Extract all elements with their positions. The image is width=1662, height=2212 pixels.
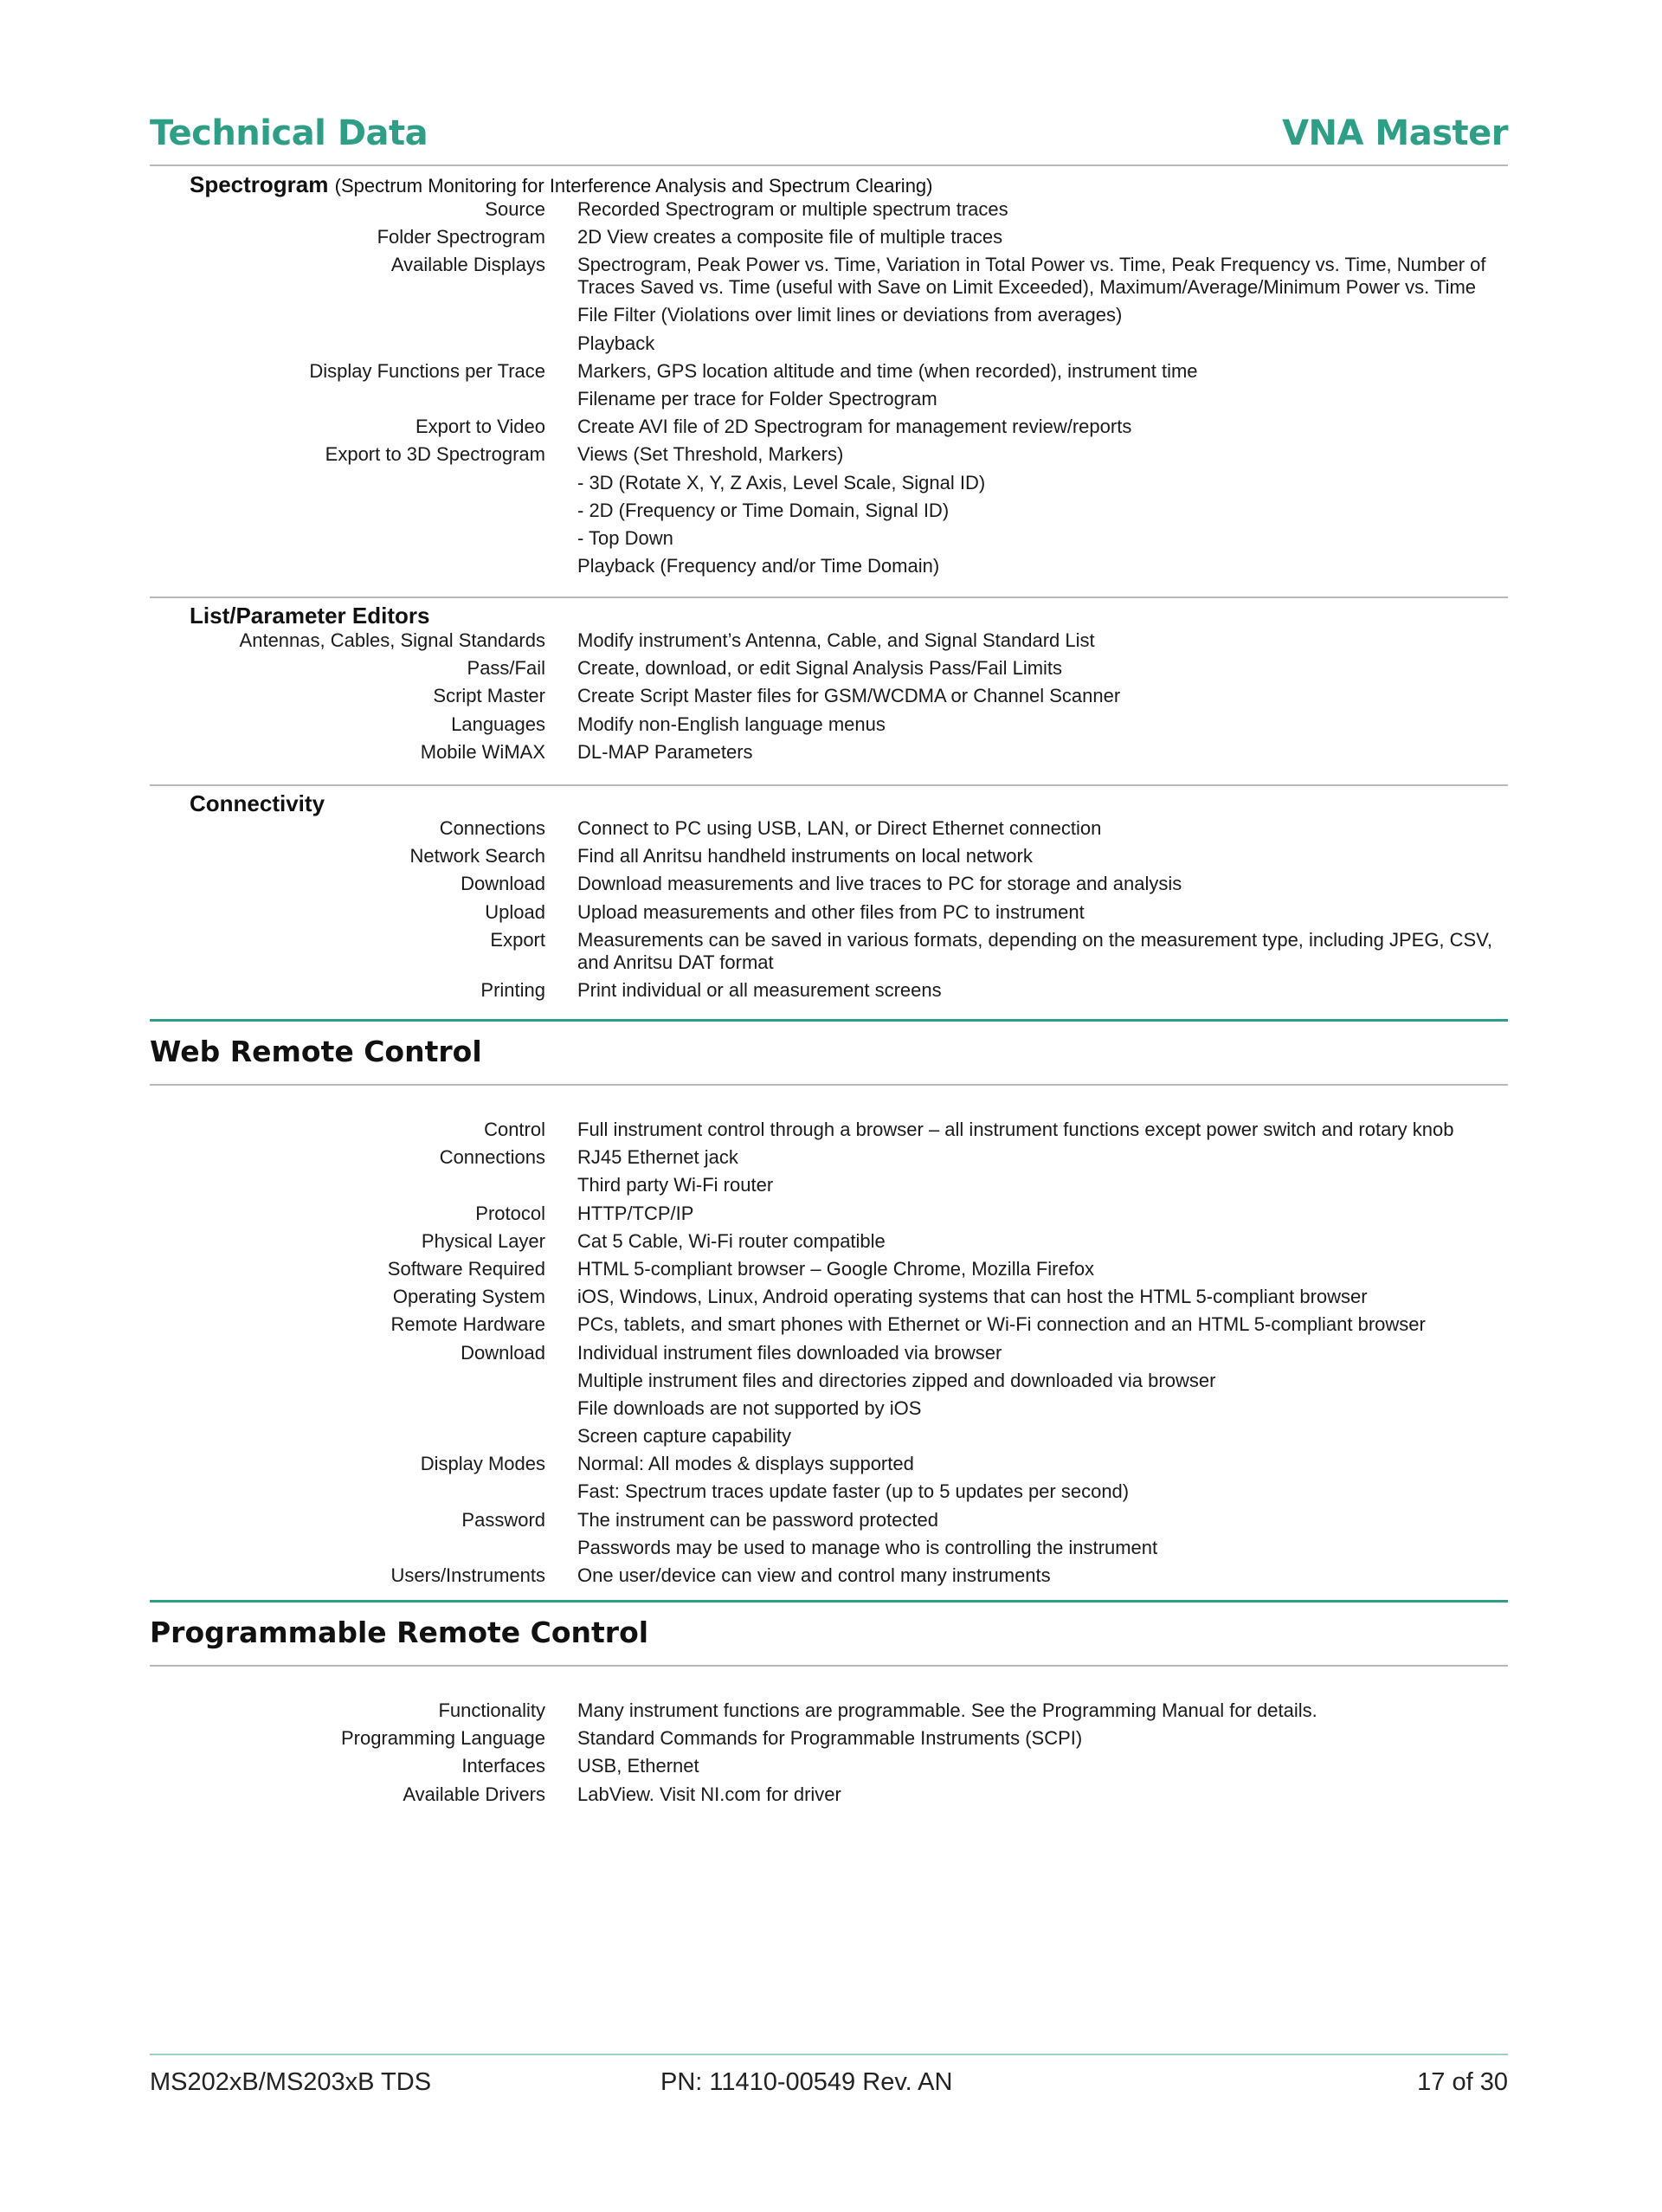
- spec-label: Source: [485, 198, 545, 220]
- list-editors-spec-table: [150, 629, 1508, 769]
- spec-row: [150, 1453, 1508, 1508]
- spec-row: [150, 1564, 1508, 1592]
- spec-value: The instrument can be password protected: [577, 1508, 939, 1531]
- spec-values: [577, 1342, 1508, 1454]
- spec-values: [577, 1727, 1508, 1755]
- programmable-remote-title: Programmable Remote Control: [150, 1615, 649, 1649]
- spec-row: [150, 443, 1508, 583]
- document-id: MS202xB/MS203xB TDS: [150, 2068, 432, 2096]
- spec-row: [150, 226, 1508, 254]
- spec-value: Connect to PC using USB, LAN, or Direct Ethernet connection: [577, 817, 1102, 839]
- spec-label: Connections: [439, 817, 545, 839]
- spec-row: [150, 1146, 1508, 1202]
- page-number: 17 of 30: [1417, 2068, 1508, 2096]
- spec-label: Antennas, Cables, Signal Standards: [239, 629, 545, 651]
- spec-value: - 2D (Frequency or Time Domain, Signal ID): [577, 499, 950, 521]
- spec-value: Individual instrument files downloaded via browser: [577, 1341, 1002, 1364]
- spec-value: Modify instrument’s Antenna, Cable, and Signal Standard List: [577, 629, 1095, 651]
- spec-label: Folder Spectrogram: [377, 226, 545, 248]
- spec-value: LabView. Visit NI.com for driver: [577, 1783, 841, 1805]
- spec-value: Fast: Spectrum traces update faster (up to 5 updates per second): [577, 1480, 1130, 1503]
- spec-row: [150, 741, 1508, 769]
- spec-values: [577, 685, 1508, 713]
- connectivity-section: [150, 790, 1508, 1007]
- spec-value: iOS, Windows, Linux, Android operating systems that can host the HTML 5-compliant browser: [577, 1286, 1368, 1308]
- spec-row: [150, 416, 1508, 443]
- connectivity-title: Connectivity: [190, 790, 325, 816]
- spec-row: [150, 198, 1508, 226]
- spectrogram-section: [150, 171, 1508, 583]
- spec-row: [150, 817, 1508, 845]
- spec-values: [577, 1230, 1508, 1258]
- spec-values: [577, 416, 1508, 443]
- spec-value: Markers, GPS location altitude and time (when recorded), instrument time: [577, 359, 1198, 382]
- spec-values: [577, 929, 1508, 979]
- spec-label: Network Search: [409, 845, 545, 867]
- spec-row: [150, 713, 1508, 741]
- spec-label: Operating System: [392, 1286, 545, 1308]
- spec-row: [150, 1783, 1508, 1811]
- spec-row: [150, 1342, 1508, 1454]
- spec-label: Display Functions per Trace: [309, 359, 545, 382]
- spec-row: [150, 979, 1508, 1007]
- spec-value: Create AVI file of 2D Spectrogram for management review/reports: [577, 416, 1132, 438]
- spec-label: Available Drivers: [403, 1783, 545, 1805]
- spec-label: Remote Hardware: [390, 1313, 545, 1336]
- spec-values: [577, 873, 1508, 900]
- spec-label: Users/Instruments: [390, 1564, 545, 1586]
- spec-value: Modify non-English language menus: [577, 713, 886, 735]
- web-remote-section: [150, 1119, 1508, 1592]
- spec-value: HTML 5-compliant browser – Google Chrome, Mozilla Firefox: [577, 1257, 1095, 1280]
- spec-value: Recorded Spectrogram or multiple spectrum traces: [577, 198, 1008, 220]
- spec-row: [150, 1313, 1508, 1341]
- spec-values: [577, 1146, 1508, 1202]
- spec-row: [150, 873, 1508, 900]
- spec-value: Download measurements and live traces to PC for storage and analysis: [577, 873, 1182, 895]
- spec-label: Programming Language: [340, 1727, 545, 1750]
- spec-values: [577, 817, 1508, 845]
- spec-values: [577, 629, 1508, 657]
- section-divider: [150, 1084, 1508, 1086]
- spec-value: One user/device can view and control many instruments: [577, 1564, 1051, 1586]
- spec-label: Control: [484, 1119, 545, 1140]
- spec-label: Protocol: [475, 1202, 545, 1224]
- spec-values: [577, 1564, 1508, 1592]
- spec-label: Script Master: [433, 685, 545, 707]
- spec-label: Pass/Fail: [467, 657, 545, 680]
- spec-value: - Top Down: [577, 526, 673, 549]
- spec-value: Full instrument control through a browser – all instrument functions except power switch and rotary knob: [577, 1119, 1454, 1140]
- spec-label: Software Required: [387, 1257, 545, 1280]
- spec-label: Export to 3D Spectrogram: [325, 443, 545, 466]
- spec-value: Cat 5 Cable, Wi-Fi router compatible: [577, 1229, 886, 1252]
- spec-label: Physical Layer: [421, 1229, 545, 1252]
- spec-row: [150, 1727, 1508, 1755]
- spec-values: [577, 845, 1508, 873]
- section-divider: [150, 784, 1508, 786]
- section-divider: [150, 597, 1508, 598]
- spec-values: [577, 1119, 1508, 1146]
- spec-row: [150, 254, 1508, 359]
- spec-row: [150, 929, 1508, 979]
- spec-values: [577, 1509, 1508, 1564]
- spec-value: Normal: All modes & displays supported: [577, 1453, 914, 1475]
- spec-values: [577, 198, 1508, 226]
- spec-values: [577, 1783, 1508, 1811]
- spec-values: [577, 1699, 1508, 1727]
- spec-row: [150, 1509, 1508, 1564]
- spec-values: [577, 226, 1508, 254]
- spec-values: [577, 1258, 1508, 1286]
- spec-label: Mobile WiMAX: [420, 740, 545, 763]
- spectrogram-heading: Spectrogram: [190, 171, 329, 197]
- spec-label: Download: [461, 1341, 545, 1364]
- spec-label: Display Modes: [420, 1453, 545, 1475]
- spec-label: Connections: [439, 1146, 545, 1169]
- spec-row: [150, 1230, 1508, 1258]
- spec-value: Filename per trace for Folder Spectrogram: [577, 387, 937, 410]
- spec-value: 2D View creates a composite file of multiple traces: [577, 226, 1003, 248]
- spec-label: Export to Video: [415, 416, 545, 438]
- spec-value: Multiple instrument files and directories zipped and downloaded via browser: [577, 1369, 1216, 1391]
- spec-row: [150, 1699, 1508, 1727]
- spec-value: File downloads are not supported by iOS: [577, 1396, 922, 1419]
- spec-value: Playback (Frequency and/or Time Domain): [577, 555, 940, 577]
- spec-value: Screen capture capability: [577, 1425, 792, 1448]
- spec-row: [150, 685, 1508, 713]
- spectrogram-note: (Spectrum Monitoring for Interference Analysis and Spectrum Clearing): [334, 175, 933, 197]
- spec-value: PCs, tablets, and smart phones with Ethernet or Wi-Fi connection and an HTML 5-compliant browser: [577, 1313, 1426, 1336]
- spec-label: Functionality: [438, 1699, 545, 1721]
- spec-values: [577, 1453, 1508, 1508]
- spec-label: Export: [490, 928, 545, 951]
- spec-value: RJ45 Ethernet jack: [577, 1146, 738, 1169]
- spec-values: [577, 360, 1508, 416]
- header-divider: [150, 164, 1508, 166]
- spec-row: [150, 1203, 1508, 1230]
- spec-label: Available Displays: [390, 254, 545, 276]
- spec-values: [577, 741, 1508, 769]
- section-divider: [150, 1665, 1508, 1667]
- spectrogram-spec-table: [150, 198, 1508, 583]
- spec-value: Standard Commands for Programmable Instruments (SCPI): [577, 1727, 1083, 1750]
- spec-row: [150, 657, 1508, 685]
- spec-value: Create, download, or edit Signal Analysis Pass/Fail Limits: [577, 657, 1063, 680]
- web-remote-title: Web Remote Control: [150, 1035, 482, 1068]
- part-number: PN: 11410-00549 Rev. AN: [660, 2068, 953, 2096]
- spec-value: Print individual or all measurement screens: [577, 978, 942, 1001]
- spec-value: Find all Anritsu handheld instruments on local network: [577, 845, 1033, 867]
- spec-value: Many instrument functions are programmable. See the Programming Manual for details.: [577, 1699, 1317, 1721]
- spec-values: [577, 713, 1508, 741]
- spec-label: Upload: [485, 900, 545, 923]
- programmable-remote-spec-table: [150, 1699, 1508, 1811]
- spec-label: Download: [461, 873, 545, 895]
- spec-row: [150, 629, 1508, 657]
- page-header: [150, 102, 1508, 164]
- section-divider-teal: [150, 1600, 1508, 1603]
- list-editors-title: List/Parameter Editors: [190, 603, 430, 629]
- spec-label: Printing: [480, 978, 545, 1001]
- spec-row: [150, 1286, 1508, 1313]
- spec-value: Third party Wi-Fi router: [577, 1174, 774, 1196]
- spec-value: Measurements can be saved in various formats, depending on the measurement type, including JPEG, CSV, and Anritsu DAT format: [577, 928, 1492, 973]
- list-editors-section: [150, 602, 1508, 769]
- spec-value: Playback: [577, 332, 655, 354]
- spec-value: File Filter (Violations over limit lines or deviations from averages): [577, 304, 1123, 326]
- connectivity-spec-table: [150, 817, 1508, 1007]
- spec-label: Interfaces: [461, 1755, 545, 1777]
- spec-label: Languages: [451, 713, 545, 735]
- spec-value: Spectrogram, Peak Power vs. Time, Variation in Total Power vs. Time, Peak Frequency vs. Time, Number of Traces Saved vs. Time (useful with Save on Limit Exceeded), Maximum/Average/Minimum Power vs. Time: [577, 254, 1486, 299]
- spectrogram-title: [190, 171, 1508, 198]
- spec-label: Password: [461, 1508, 545, 1531]
- product-name: VNA Master: [1282, 113, 1508, 153]
- spec-row: [150, 901, 1508, 929]
- spec-row: [150, 360, 1508, 416]
- web-remote-spec-table: [150, 1119, 1508, 1592]
- spec-value: DL-MAP Parameters: [577, 740, 753, 763]
- spec-value: Upload measurements and other files from PC to instrument: [577, 900, 1085, 923]
- programmable-remote-section: [150, 1699, 1508, 1811]
- spec-values: [577, 1286, 1508, 1313]
- spec-values: [577, 979, 1508, 1007]
- spec-row: [150, 1755, 1508, 1783]
- spec-row: [150, 845, 1508, 873]
- spec-values: [577, 657, 1508, 685]
- section-divider-teal: [150, 1019, 1508, 1022]
- spec-row: [150, 1119, 1508, 1146]
- footer-divider: [150, 2054, 1508, 2055]
- spec-values: [577, 1755, 1508, 1783]
- spec-values: [577, 1313, 1508, 1341]
- page-footer: [150, 2063, 1508, 2101]
- spec-value: HTTP/TCP/IP: [577, 1202, 694, 1224]
- spec-values: [577, 254, 1508, 359]
- spec-value: USB, Ethernet: [577, 1755, 699, 1777]
- spec-values: [577, 443, 1508, 583]
- page-title: Technical Data: [150, 113, 428, 153]
- spec-value: Passwords may be used to manage who is controlling the instrument: [577, 1536, 1158, 1558]
- spec-value: - 3D (Rotate X, Y, Z Axis, Level Scale, Signal ID): [577, 471, 986, 493]
- spec-values: [577, 1203, 1508, 1230]
- spec-value: Views (Set Threshold, Markers): [577, 443, 844, 466]
- spec-values: [577, 901, 1508, 929]
- spec-row: [150, 1258, 1508, 1286]
- spec-value: Create Script Master files for GSM/WCDMA or Channel Scanner: [577, 685, 1121, 707]
